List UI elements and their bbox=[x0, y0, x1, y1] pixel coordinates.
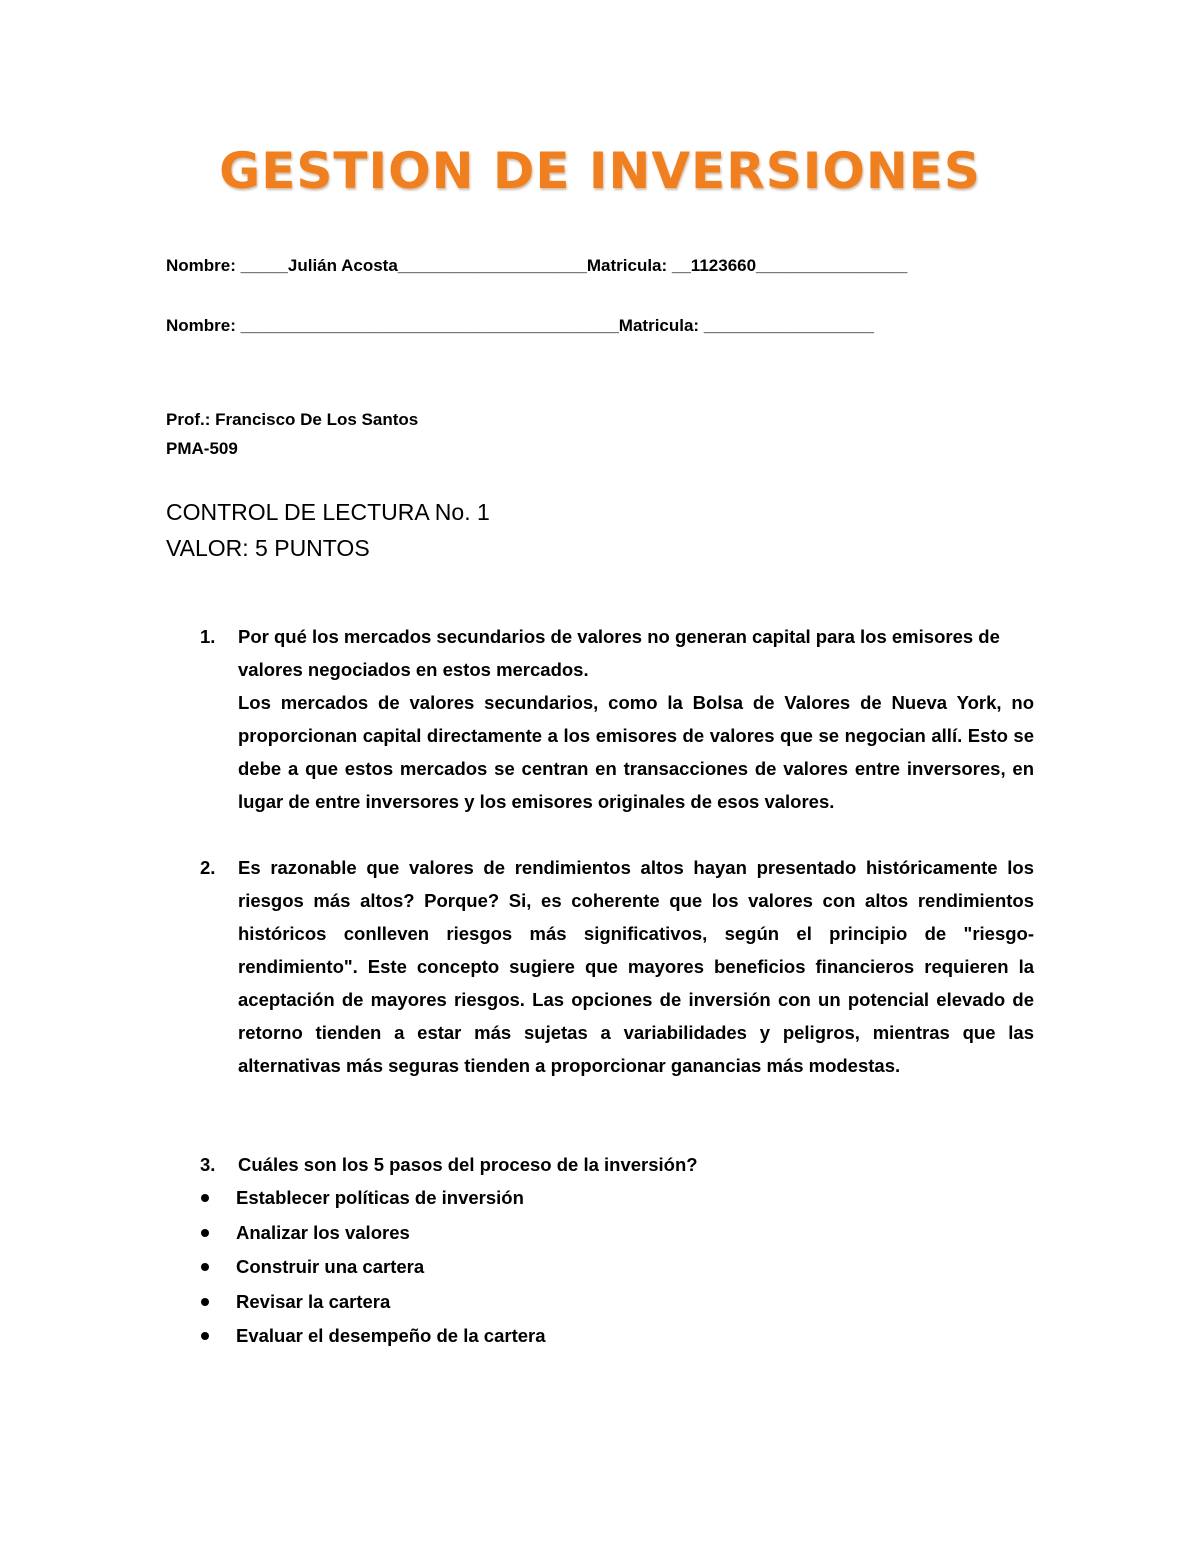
professor-name: Prof.: Francisco De Los Santos bbox=[166, 410, 419, 429]
step-text: Establecer políticas de inversión bbox=[236, 1187, 524, 1208]
answer-text: Los mercados de valores secundarios, como la Bolsa de Valores de Nueva York, no proporcionan capital directamente a los emisores de valores que se negocian allí. Esto se debe a que estos mercados se centran en transacciones de valores entre inversores, en lugar de entre inversores y los emisores originales de esos valores. bbox=[238, 692, 1034, 812]
step-text: Construir una cartera bbox=[236, 1256, 425, 1277]
bullet-icon bbox=[201, 1298, 209, 1306]
question-item bbox=[166, 851, 1034, 1082]
control-title: CONTROL DE LECTURA No. 1 bbox=[166, 499, 490, 525]
question-item bbox=[166, 1148, 1034, 1181]
assignment-heading bbox=[166, 494, 490, 566]
step-text: Revisar la cartera bbox=[236, 1290, 391, 1312]
assignment-value: VALOR: 5 PUNTOS bbox=[166, 535, 370, 561]
question-number: 3. bbox=[200, 1154, 216, 1175]
course-code: PMA-509 bbox=[166, 439, 238, 458]
professor-block bbox=[166, 405, 418, 463]
bullet-icon bbox=[201, 1332, 209, 1340]
question-number: 2. bbox=[200, 857, 216, 878]
question-text: Por qué los mercados secundarios de valores no generan capital para los emisores de valores negociados en estos mercados. bbox=[238, 626, 1000, 680]
bullet-icon bbox=[201, 1229, 209, 1237]
bullet-icon bbox=[201, 1263, 209, 1271]
question-list bbox=[166, 620, 1034, 1354]
student-name-line-1: Nombre: _____Julián Acosta____________________Matricula: __1123660________________ bbox=[166, 256, 908, 275]
document-title: GESTION DE INVERSIONES bbox=[219, 142, 981, 200]
list-item bbox=[166, 1216, 1034, 1251]
question-text: Cuáles son los 5 pasos del proceso de la inversión? bbox=[238, 1154, 698, 1175]
step-text: Analizar los valores bbox=[236, 1221, 410, 1243]
list-item bbox=[166, 1250, 1034, 1285]
list-item bbox=[166, 1319, 1034, 1354]
question-number: 1. bbox=[200, 626, 216, 647]
student-name-line-2: Nombre: ________________________________________Matricula: __________________ bbox=[166, 316, 874, 335]
question-answer-text: Es razonable que valores de rendimientos altos hayan presentado históricamente los riesgos más altos? Porque? Si, es coherente que los valores con altos rendimientos históricos conlleven riesgos más significativos, según el principio de "riesgo-rendimiento". Este concepto sugiere que mayores beneficios financieros requieren la aceptación de mayores riesgos. Las opciones de inversión con un potencial elevado de retorno tienden a estar más sujetas a variabilidades y peligros, mientras que las alternativas más seguras tienden a proporcionar ganancias más modestas. bbox=[238, 857, 1034, 1076]
list-item bbox=[166, 1181, 1034, 1216]
steps-list bbox=[166, 1181, 1034, 1354]
step-text: Evaluar el desempeño de la cartera bbox=[236, 1325, 546, 1346]
list-item bbox=[166, 1285, 1034, 1320]
bullet-icon bbox=[201, 1194, 209, 1202]
question-item bbox=[166, 620, 1034, 818]
